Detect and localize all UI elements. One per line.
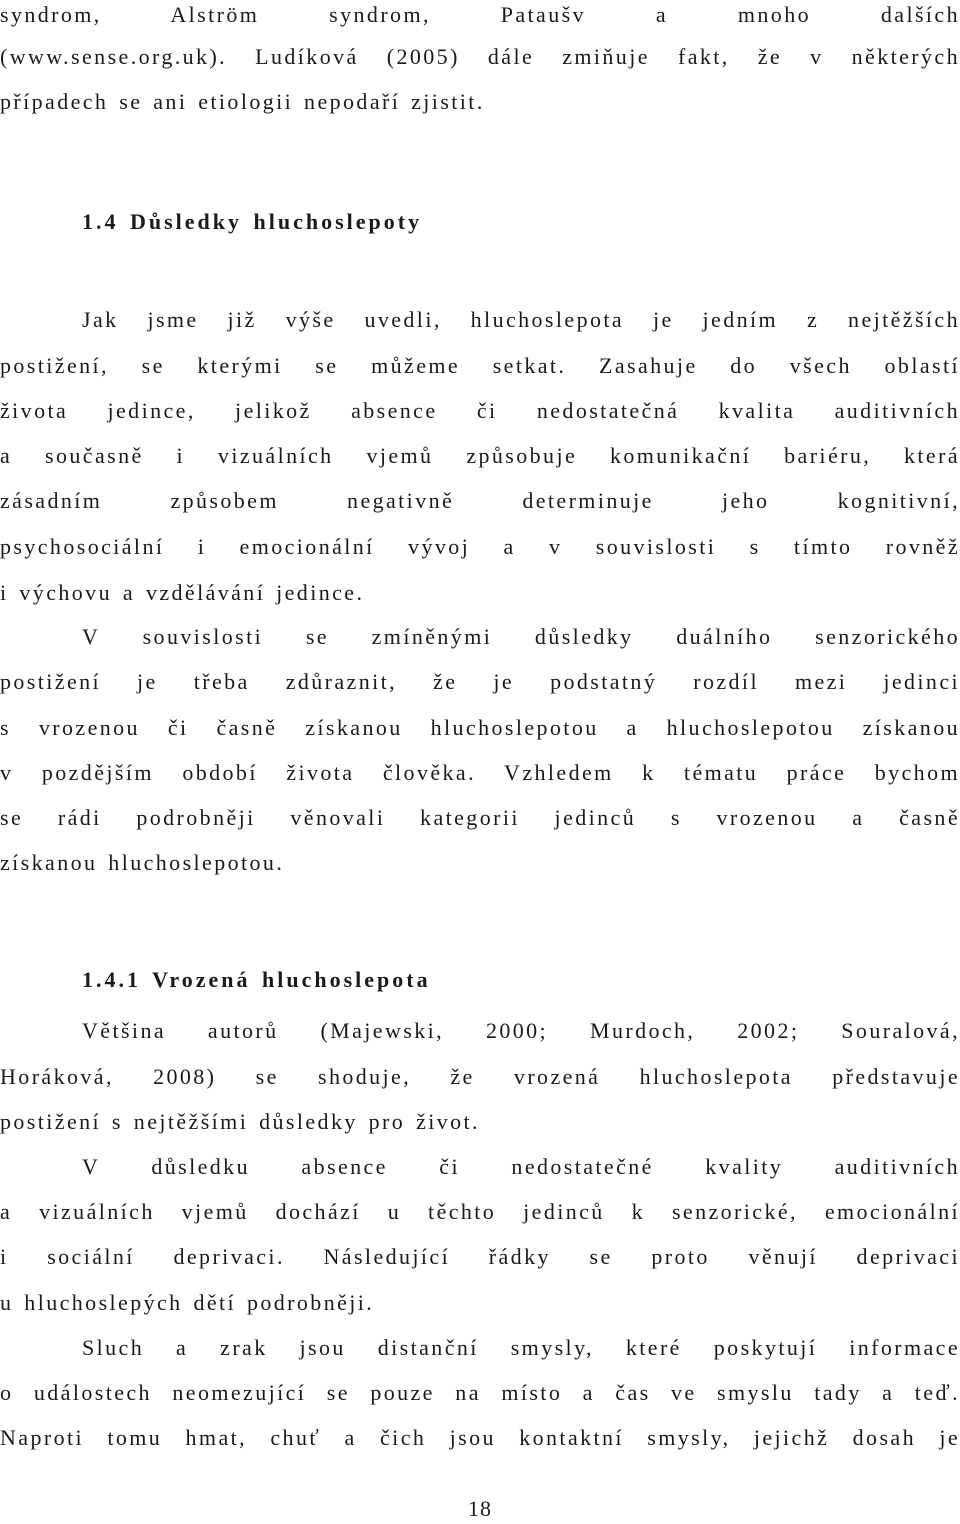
para2-line-5: se rádi podrobněji věnovali kategorii jedinců s vrozenou a časně: [0, 805, 960, 830]
para1-line-1: Jak jsme již výše uvedli, hluchoslepota je jedním z nejtěžších: [82, 307, 960, 332]
para1-line-2: postižení, se kterými se můžeme setkat. Zasahuje do všech oblastí: [0, 353, 960, 378]
intro-line-2: (www.sense.org.uk). Ludíková (2005) dále zmiňuje fakt, že v některých: [0, 44, 960, 69]
para4-line-4: u hluchoslepých dětí podrobněji.: [0, 1290, 375, 1315]
para3-line-1: Většina autorů (Majewski, 2000; Murdoch, 2002; Souralová,: [82, 1018, 960, 1043]
para1-line-5: zásadním způsobem negativně determinuje jeho kognitivní,: [0, 488, 960, 513]
page-number: 18: [468, 1496, 492, 1521]
para2-line-4: v pozdějším období života člověka. Vzhledem k tématu práce bychom: [0, 760, 960, 785]
para4-line-3: i sociální deprivaci. Následující řádky se proto věnují deprivaci: [0, 1244, 960, 1269]
para5-line-3: Naproti tomu hmat, chuť a čich jsou kontaktní smysly, jejichž dosah je: [0, 1425, 960, 1450]
para3-line-3: postižení s nejtěžšími důsledky pro život.: [0, 1109, 480, 1134]
section-heading-1-4: 1.4 Důsledky hluchoslepoty: [82, 209, 423, 234]
para4-line-2: a vizuálních vjemů dochází u těchto jedinců k senzorické, emocionální: [0, 1199, 960, 1224]
intro-line-1: syndrom, Alström syndrom, Pataušv a mnoho dalších: [0, 2, 960, 27]
para5-line-1: Sluch a zrak jsou distanční smysly, které poskytují informace: [82, 1335, 960, 1360]
intro-line-3: případech se ani etiologii nepodaří zjistit.: [0, 89, 485, 114]
section-heading-1-4-1: 1.4.1 Vrozená hluchoslepota: [82, 967, 431, 992]
para5-line-2: o událostech neomezující se pouze na místo a čas ve smyslu tady a teď.: [0, 1380, 960, 1405]
para3-line-2: Horáková, 2008) se shoduje, že vrozená hluchoslepota představuje: [0, 1064, 960, 1089]
para1-line-4: a současně i vizuálních vjemů způsobuje komunikační bariéru, která: [0, 443, 960, 468]
para2-line-2: postižení je třeba zdůraznit, že je podstatný rozdíl mezi jedinci: [0, 669, 960, 694]
para2-line-6: získanou hluchoslepotou.: [0, 850, 285, 875]
para1-line-6: psychosociální i emocionální vývoj a v souvislosti s tímto rovněž: [0, 534, 960, 559]
para2-line-3: s vrozenou či časně získanou hluchoslepotou a hluchoslepotou získanou: [0, 715, 960, 740]
para1-line-7: i výchovu a vzdělávání jedince.: [0, 580, 365, 605]
para1-line-3: života jedince, jelikož absence či nedostatečná kvalita auditivních: [0, 398, 960, 423]
para2-line-1: V souvislosti se zmíněnými důsledky duálního senzorického: [82, 624, 960, 649]
para4-line-1: V důsledku absence či nedostatečné kvality auditivních: [82, 1154, 960, 1179]
